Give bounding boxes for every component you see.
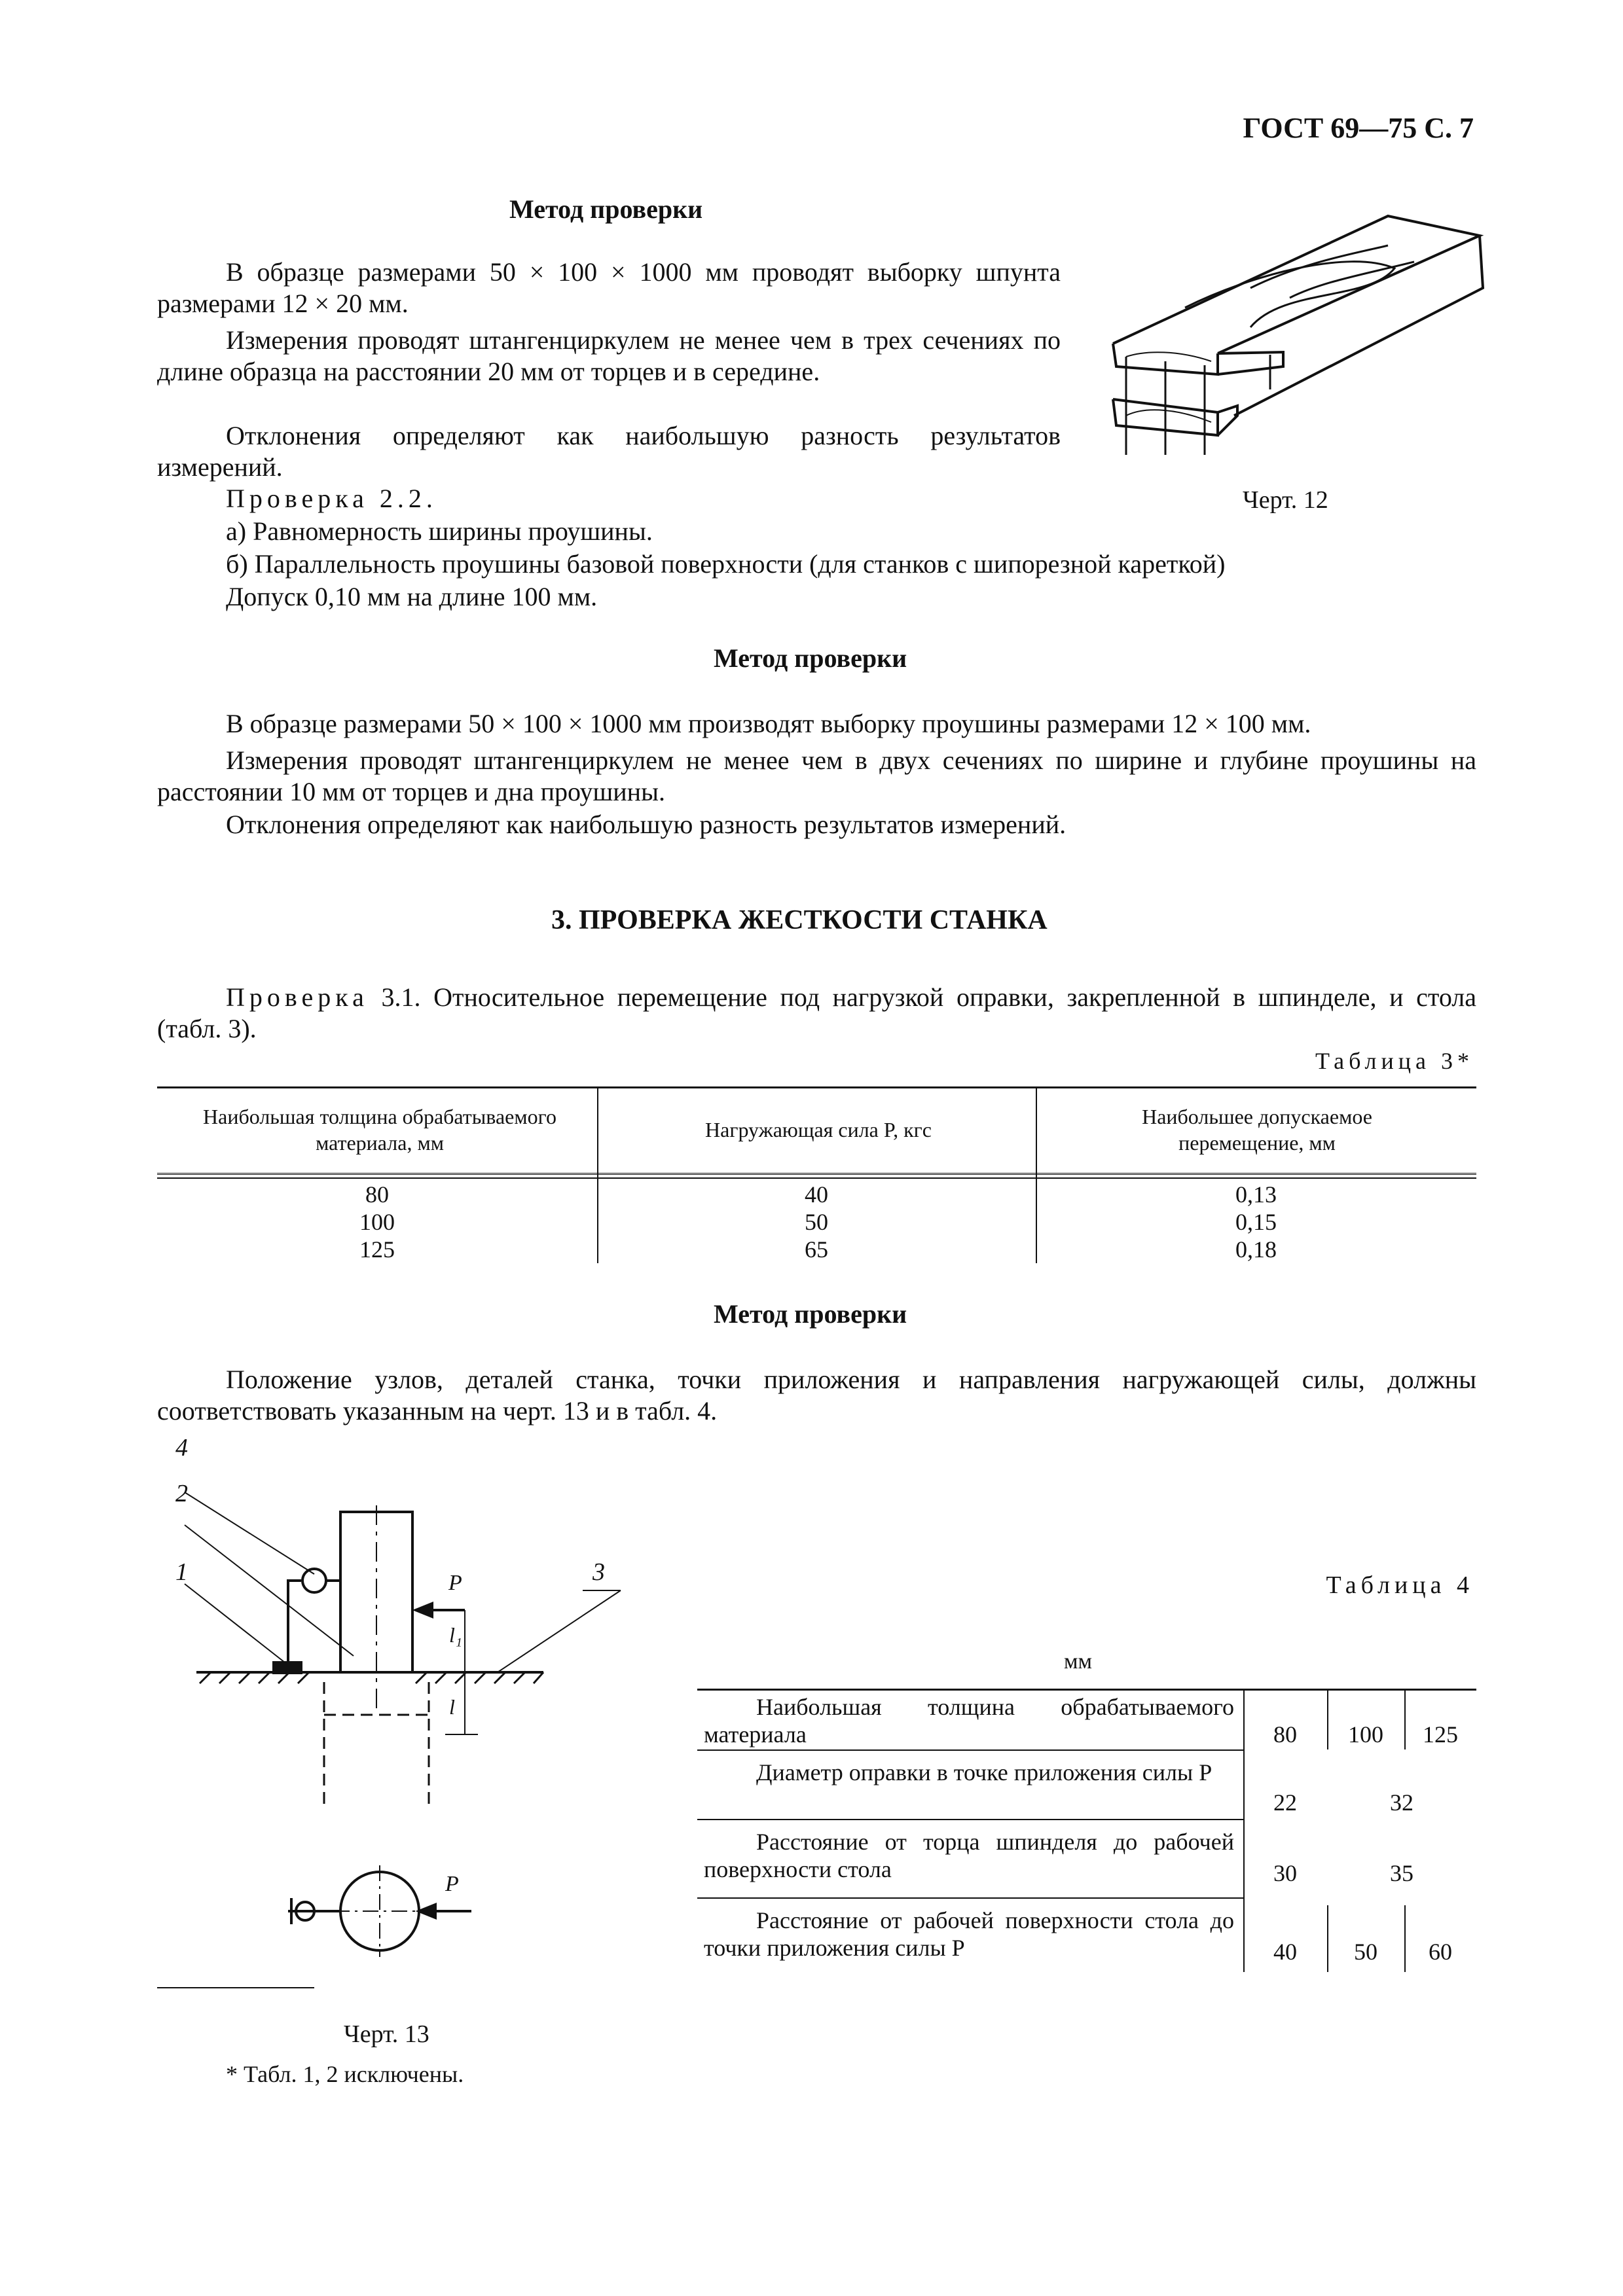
table-3-top-border <box>157 1086 1476 1088</box>
figure-13-label-1: 1 <box>175 1558 188 1586</box>
paragraph-2c: Отклонения определяют как наибольшую разность результатов измерений. <box>226 810 1067 839</box>
paragraph-1a: В образце размерами 50 × 100 × 1000 мм проводят выборку шпунта размерами 12 × 20 мм. <box>157 257 1061 318</box>
table-3-header-3: Наибольшее допускаемое перемещение, мм <box>1142 1105 1372 1155</box>
table-4-row-2-val-2: 32 <box>1390 1789 1413 1816</box>
table-4-row-3-val-1: 30 <box>1273 1860 1297 1886</box>
table-4-row-1-val-2: 100 <box>1348 1721 1383 1748</box>
table-4-row-4-val-1: 40 <box>1273 1939 1297 1965</box>
table-3 <box>157 1086 1476 1263</box>
check-2-2-a: а) Равномерность ширины проушины. <box>226 516 653 546</box>
table-4-caption: Таблица 4 <box>1326 1571 1474 1599</box>
check-3-1-label: Проверка <box>226 982 369 1012</box>
method-title-3: Метод проверки <box>714 1299 907 1329</box>
table-3-row-2-col-1: 100 <box>359 1209 395 1235</box>
table-4-row-1-val-1: 80 <box>1273 1721 1297 1748</box>
paragraph-2a: В образце размерами 50 × 100 × 1000 мм производят выборку проушины размерами 12 × 100 мм. <box>226 709 1311 738</box>
table-3-row-1-col-2: 40 <box>805 1181 828 1208</box>
check-2-2-b: б) Параллельность проушины базовой поверхности (для станков с шипорезной кареткой) <box>226 549 1226 579</box>
table-3-header-1: Наибольшая толщина обрабатываемого материала, мм <box>203 1105 556 1155</box>
paragraph-1c: Отклонения определяют как наибольшую разность результатов измерений. <box>157 421 1061 482</box>
table-4-row-3-val-2: 35 <box>1390 1860 1413 1886</box>
table-4 <box>697 1689 1476 1972</box>
figure-12-caption: Черт. 12 <box>1243 486 1328 514</box>
check-3-1-text: 3.1. Относительное перемещение под нагрузкой оправки, закрепленной в шпинделе, и стола (табл. 3). <box>157 982 1477 1043</box>
figure-13-dim-l: l <box>449 1695 455 1719</box>
method-title-2: Метод проверки <box>714 643 907 673</box>
table-3-caption: Таблица 3* <box>1315 1048 1474 1074</box>
table-4-row-4-label: Расстояние от рабочей поверхности стола до точки приложения силы P <box>704 1907 1234 1961</box>
table-4-row-3-label: Расстояние от торца шпинделя до рабочей поверхности стола <box>704 1829 1234 1882</box>
check-2-2: Проверка 2.2. <box>226 484 437 513</box>
table-3-row-1-col-1: 80 <box>365 1181 389 1208</box>
figure-12-drawing <box>1087 190 1493 458</box>
page-header: ГОСТ 69—75 С. 7 <box>1243 112 1474 144</box>
footnote: * Табл. 1, 2 исключены. <box>226 2061 464 2087</box>
table-4-hline-2 <box>697 1819 1243 1820</box>
table-4-row-2-label: Диаметр оправки в точке приложения силы P <box>756 1759 1213 1785</box>
table-3-row-3-col-3: 0,18 <box>1235 1236 1277 1263</box>
table-4-row-2-val-1: 22 <box>1273 1789 1297 1816</box>
table-4-row-1-val-3: 125 <box>1423 1721 1458 1748</box>
check-3-1 <box>157 982 1476 1045</box>
table-3-header-border <box>157 1173 1476 1179</box>
table-4-row-1-label: Наибольшая толщина обрабатываемого материала <box>704 1694 1234 1748</box>
figure-13-caption: Черт. 13 <box>344 2020 429 2048</box>
table-4-row-4-val-3: 60 <box>1429 1939 1452 1965</box>
method-title-1: Метод проверки <box>509 194 703 224</box>
footnote-rule <box>157 1987 314 1988</box>
figure-13-force-label: P <box>448 1571 462 1595</box>
table-3-row-2-col-2: 50 <box>805 1209 828 1235</box>
table-3-row-2-col-3: 0,15 <box>1235 1209 1277 1235</box>
table-4-hline-3 <box>697 1897 1243 1899</box>
table-4-unit: мм <box>1064 1649 1093 1674</box>
figure-13-drawing <box>157 1440 642 1950</box>
section-3-title: 3. ПРОВЕРКА ЖЕСТКОСТИ СТАНКА <box>551 905 1048 935</box>
table-3-row-3-col-2: 65 <box>805 1236 828 1263</box>
table-4-hline-1 <box>697 1749 1243 1751</box>
figure-13-label-4: 4 <box>175 1434 188 1462</box>
figure-13-force-label-plan: P <box>445 1872 459 1896</box>
paragraph-2b: Измерения проводят штангенциркулем не менее чем в двух сечениях по ширине и глубине проушины на расстоянии 10 мм от торцев и дна проушины. <box>157 745 1476 806</box>
figure-13-label-2: 2 <box>175 1480 188 1507</box>
paragraph-1b: Измерения проводят штангенциркулем не менее чем в трех сечениях по длине образца на расстоянии 20 мм от торцев и в середине. <box>157 325 1061 386</box>
table-3-row-3-col-1: 125 <box>359 1236 395 1263</box>
check-2-2-tolerance: Допуск 0,10 мм на длине 100 мм. <box>226 582 598 611</box>
table-3-header-2: Нагружающая сила P, кгс <box>705 1118 932 1141</box>
table-3-row-1-col-3: 0,13 <box>1235 1181 1277 1208</box>
table-4-row-4-val-2: 50 <box>1354 1939 1377 1965</box>
figure-13-dim-l1: l₁ <box>449 1623 463 1647</box>
figure-13-label-3: 3 <box>593 1558 605 1586</box>
paragraph-3a: Положение узлов, деталей станка, точки приложения и направления нагружающей силы, должны соответствовать указанным на черт. 13 и в табл. 4. <box>157 1365 1476 1426</box>
